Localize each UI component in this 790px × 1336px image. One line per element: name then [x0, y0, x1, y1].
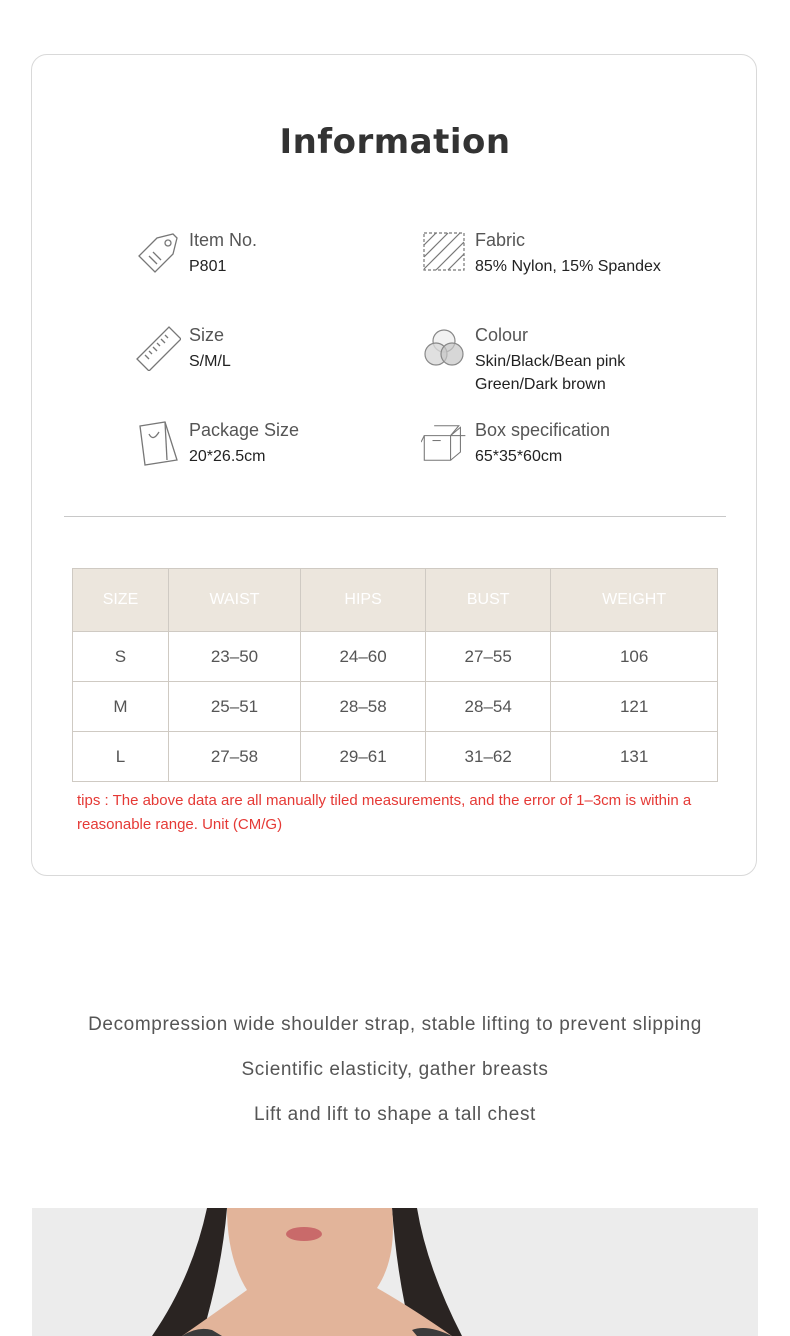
table-row — [73, 732, 718, 782]
header-weight: WEIGHT — [551, 569, 718, 632]
bag-icon — [135, 420, 181, 466]
table-header-row — [73, 569, 718, 632]
table-row — [73, 632, 718, 682]
header-waist: WAIST — [168, 569, 300, 632]
info-value: Skin/Black/Bean pink — [475, 353, 626, 370]
header-bust: BUST — [426, 569, 551, 632]
info-label: Colour — [475, 325, 529, 345]
measurement-tips: tips : The above data are all manually tiled measurements, and the error of 1–3cm is within a reasonable range. Unit (CM/G) — [77, 792, 692, 833]
table-cell: 131 — [551, 732, 718, 782]
table-cell: 27–55 — [426, 632, 551, 682]
fabric-icon — [421, 230, 467, 276]
feature-text: Decompression wide shoulder strap, stable lifting to prevent slipping — [88, 1014, 702, 1035]
table-cell: 23–50 — [168, 632, 300, 682]
ruler-icon — [135, 325, 181, 371]
info-value: 20*26.5cm — [189, 448, 266, 465]
model-photo-illustration — [32, 1208, 758, 1336]
table-cell: 28–58 — [301, 682, 426, 732]
info-label: Size — [189, 325, 225, 345]
table-cell: L — [73, 732, 169, 782]
color-circles-icon — [421, 325, 467, 371]
table-cell: 27–58 — [168, 732, 300, 782]
table-cell: 106 — [551, 632, 718, 682]
size-chart-table — [72, 568, 718, 782]
table-cell: 121 — [551, 682, 718, 732]
table-cell: M — [73, 682, 169, 732]
table-cell: 31–62 — [426, 732, 551, 782]
header-hips: HIPS — [301, 569, 426, 632]
box-icon — [421, 420, 467, 466]
info-value: S/M/L — [189, 353, 231, 370]
table-cell: 25–51 — [168, 682, 300, 732]
info-value-line2: Green/Dark brown — [475, 376, 606, 393]
page-title: Information — [279, 122, 511, 162]
section-divider — [64, 516, 726, 517]
table-cell: 28–54 — [426, 682, 551, 732]
header-size: SIZE — [73, 569, 169, 632]
info-label: Fabric — [475, 230, 526, 250]
info-value: P801 — [189, 258, 227, 275]
table-cell: S — [73, 632, 169, 682]
product-photo — [32, 1208, 758, 1336]
feature-text: Scientific elasticity, gather breasts — [241, 1059, 549, 1080]
info-label: Box specification — [475, 420, 611, 440]
feature-text: Lift and lift to shape a tall chest — [254, 1104, 536, 1125]
info-value: 65*35*60cm — [475, 448, 563, 465]
info-value: 85% Nylon, 15% Spandex — [475, 258, 661, 275]
table-cell: 24–60 — [301, 632, 426, 682]
table-row — [73, 682, 718, 732]
price-tag-icon — [135, 230, 181, 276]
table-cell: 29–61 — [301, 732, 426, 782]
info-label: Package Size — [189, 420, 300, 440]
info-label: Item No. — [189, 230, 258, 250]
